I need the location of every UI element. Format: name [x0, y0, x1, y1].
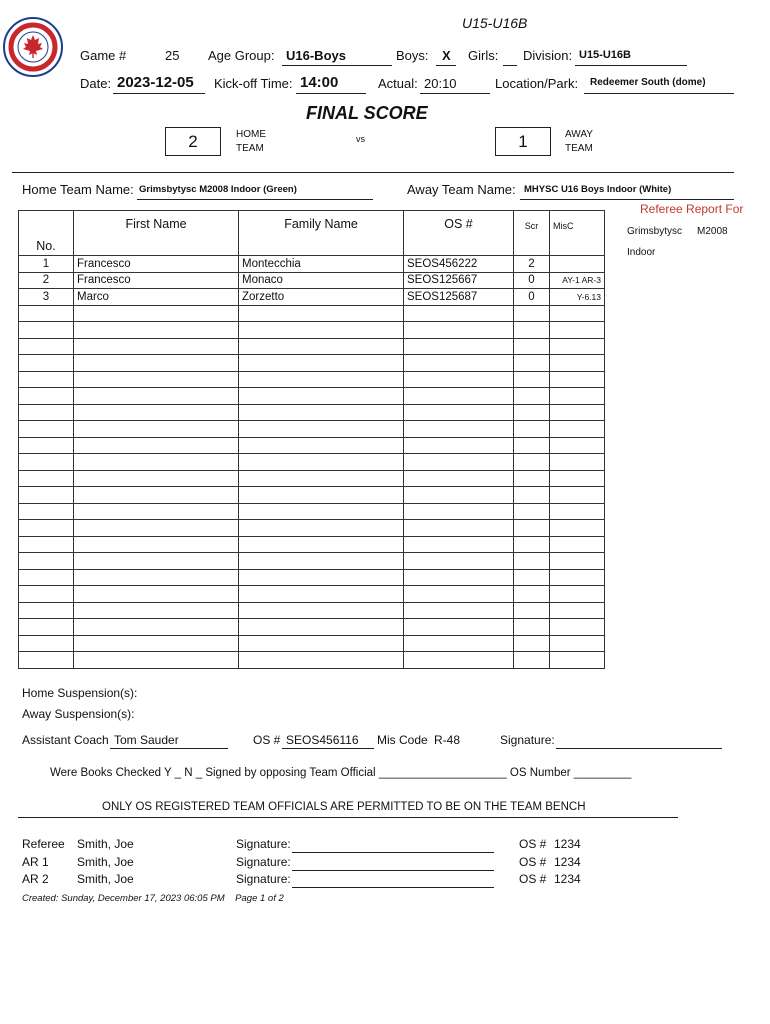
cell-family-name — [239, 470, 404, 487]
cell-no — [19, 536, 74, 553]
cell-misc: AY-1 AR-3 — [550, 272, 605, 289]
division-underline — [575, 65, 687, 66]
division-label: Division: — [523, 48, 573, 63]
cell-no — [19, 437, 74, 454]
cell-misc — [550, 338, 605, 355]
cell-scr — [514, 536, 550, 553]
kickoff-value: 14:00 — [300, 74, 339, 91]
cell-misc — [550, 371, 605, 388]
cell-os — [404, 635, 514, 652]
cell-os — [404, 338, 514, 355]
official-role: AR 2 — [22, 872, 49, 886]
cell-no — [19, 635, 74, 652]
cell-misc — [550, 602, 605, 619]
cell-family-name — [239, 536, 404, 553]
cell-scr — [514, 569, 550, 586]
cell-family-name: Montecchia — [239, 256, 404, 273]
cell-scr — [514, 602, 550, 619]
cell-first-name — [74, 470, 239, 487]
cell-no — [19, 388, 74, 405]
cell-misc — [550, 586, 605, 603]
cell-os — [404, 619, 514, 636]
footer-created: Created: Sunday, December 17, 2023 06:05 PM Page 1 of 2 — [22, 893, 284, 904]
books-checked-line: Were Books Checked Y _ N _ Signed by opposing Team Official ____________________ OS Number _________ — [50, 767, 632, 779]
table-row — [19, 503, 605, 520]
girls-label: Girls: — [468, 48, 499, 63]
referee-report-heading: Referee Report For — [640, 202, 744, 216]
coach-os-value: SEOS456116 — [286, 733, 359, 747]
cell-family-name — [239, 503, 404, 520]
table-row — [19, 338, 605, 355]
division-title: U15-U16B — [462, 15, 528, 31]
girls-underline — [503, 65, 517, 66]
cell-scr — [514, 338, 550, 355]
cell-os — [404, 305, 514, 322]
cell-family-name — [239, 569, 404, 586]
cell-scr — [514, 305, 550, 322]
cell-os — [404, 322, 514, 339]
cell-first-name: Francesco — [74, 256, 239, 273]
official-signature-line — [292, 852, 494, 853]
bench-notice: ONLY OS REGISTERED TEAM OFFICIALS ARE PERMITTED TO BE ON THE TEAM BENCH — [102, 801, 586, 813]
cell-scr: 0 — [514, 272, 550, 289]
cell-family-name — [239, 338, 404, 355]
boys-underline — [436, 65, 456, 66]
side-team-line2: Indoor — [627, 247, 656, 258]
boys-value: X — [442, 48, 451, 63]
cell-misc — [550, 569, 605, 586]
cell-os — [404, 652, 514, 669]
cell-no — [19, 371, 74, 388]
cell-scr — [514, 635, 550, 652]
official-signature-line — [292, 870, 494, 871]
cell-misc — [550, 256, 605, 273]
cell-os — [404, 421, 514, 438]
table-row — [19, 454, 605, 471]
cell-first-name — [74, 404, 239, 421]
cell-misc — [550, 652, 605, 669]
roster-table — [18, 210, 605, 669]
cell-os — [404, 520, 514, 537]
cell-no — [19, 520, 74, 537]
assistant-coach-underline — [110, 748, 228, 749]
date-label: Date: — [80, 76, 112, 91]
cell-misc — [550, 553, 605, 570]
col-header-first-name: First Name — [74, 211, 239, 256]
cell-first-name — [74, 536, 239, 553]
official-name: Smith, Joe — [77, 854, 134, 869]
official-os-label: OS # — [519, 837, 547, 851]
cell-misc — [550, 487, 605, 504]
home-suspensions-label: Home Suspension(s): — [22, 686, 138, 700]
cell-misc — [550, 503, 605, 520]
table-row — [19, 305, 605, 322]
cell-family-name — [239, 487, 404, 504]
roster-header-row — [19, 211, 605, 256]
assistant-coach-name: Tom Sauder — [114, 733, 179, 747]
location-underline — [584, 93, 734, 94]
age-group-value: U16-Boys — [286, 48, 346, 63]
actual-label: Actual: — [378, 76, 418, 91]
date-underline — [113, 93, 205, 94]
col-header-scr: Scr — [514, 211, 550, 256]
cell-misc — [550, 470, 605, 487]
bench-notice-underline — [18, 817, 678, 818]
official-role: Referee — [22, 837, 65, 851]
cell-family-name — [239, 553, 404, 570]
assistant-coach-label: Assistant Coach — [22, 733, 109, 747]
away-team-name-value: MHYSC U16 Boys Indoor (White) — [524, 184, 672, 195]
table-row — [19, 470, 605, 487]
date-value: 2023-12-05 — [117, 74, 194, 91]
cell-family-name — [239, 355, 404, 372]
home-score-box: 2 — [165, 127, 221, 156]
cell-scr — [514, 553, 550, 570]
col-header-family-name: Family Name — [239, 211, 404, 256]
cell-misc — [550, 421, 605, 438]
cell-family-name — [239, 437, 404, 454]
cell-os — [404, 503, 514, 520]
col-header-no: No. — [19, 211, 74, 256]
boys-label: Boys: — [396, 48, 429, 63]
cell-no — [19, 652, 74, 669]
away-suspensions-label: Away Suspension(s): — [22, 707, 135, 721]
home-team-name-value: Grimsbytysc M2008 Indoor (Green) — [139, 184, 297, 195]
cell-first-name — [74, 635, 239, 652]
cell-first-name — [74, 619, 239, 636]
cell-family-name — [239, 421, 404, 438]
table-row — [19, 404, 605, 421]
official-name: Smith, Joe — [77, 837, 134, 851]
official-os-label: OS # — [519, 872, 547, 886]
cell-scr — [514, 322, 550, 339]
cell-no — [19, 338, 74, 355]
cell-misc — [550, 619, 605, 636]
side-team-line1a: Grimsbytysc — [627, 226, 682, 237]
vs-label: vs — [356, 134, 365, 144]
home-team-label: HOME TEAM — [236, 129, 266, 154]
cell-first-name — [74, 569, 239, 586]
coach-os-underline — [282, 748, 374, 749]
table-row — [19, 355, 605, 372]
table-row — [19, 520, 605, 537]
cell-scr: 2 — [514, 256, 550, 273]
cell-misc — [550, 322, 605, 339]
cell-os — [404, 553, 514, 570]
official-name: Smith, Joe — [77, 872, 134, 886]
cell-scr — [514, 503, 550, 520]
cell-first-name: Francesco — [74, 272, 239, 289]
cell-os: SEOS125667 — [404, 272, 514, 289]
game-value: 25 — [165, 48, 180, 63]
side-team-line1b: M2008 — [697, 226, 728, 237]
cell-family-name — [239, 371, 404, 388]
official-os-value: 1234 — [554, 872, 581, 886]
cell-os — [404, 454, 514, 471]
division-value: U15-U16B — [579, 49, 631, 61]
association-logo — [3, 17, 63, 77]
official-role: AR 1 — [22, 854, 49, 869]
cell-first-name — [74, 437, 239, 454]
cell-os: SEOS125687 — [404, 289, 514, 306]
cell-first-name — [74, 520, 239, 537]
cell-scr: 0 — [514, 289, 550, 306]
cell-first-name — [74, 371, 239, 388]
official-signature-label: Signature: — [236, 854, 291, 869]
cell-no — [19, 421, 74, 438]
age-group-label: Age Group: — [208, 48, 275, 63]
location-value: Redeemer South (dome) — [590, 77, 706, 88]
table-row — [19, 388, 605, 405]
cell-os — [404, 586, 514, 603]
mis-code-label: Mis Code — [377, 733, 428, 747]
table-row — [19, 272, 605, 289]
cell-first-name — [74, 553, 239, 570]
official-signature-label: Signature: — [236, 837, 291, 851]
cell-no — [19, 305, 74, 322]
cell-misc: Y-6.13 — [550, 289, 605, 306]
official-os-label: OS # — [519, 854, 547, 869]
cell-no — [19, 553, 74, 570]
cell-family-name — [239, 305, 404, 322]
cell-first-name — [74, 322, 239, 339]
cell-no: 1 — [19, 256, 74, 273]
cell-os — [404, 404, 514, 421]
cell-first-name — [74, 305, 239, 322]
coach-os-label: OS # — [253, 733, 281, 747]
cell-family-name — [239, 619, 404, 636]
away-team-label: AWAY TEAM — [565, 129, 593, 154]
cell-family-name — [239, 520, 404, 537]
home-team-underline — [137, 199, 373, 200]
cell-first-name — [74, 586, 239, 603]
cell-family-name — [239, 322, 404, 339]
cell-no: 3 — [19, 289, 74, 306]
table-row — [19, 569, 605, 586]
final-score-title: FINAL SCORE — [306, 103, 428, 123]
cell-scr — [514, 470, 550, 487]
table-row — [19, 635, 605, 652]
cell-no — [19, 322, 74, 339]
cell-first-name — [74, 338, 239, 355]
cell-scr — [514, 487, 550, 504]
mis-code-value: R-48 — [434, 733, 461, 747]
table-row — [19, 421, 605, 438]
cell-family-name: Monaco — [239, 272, 404, 289]
cell-misc — [550, 404, 605, 421]
cell-os — [404, 355, 514, 372]
col-header-os: OS # — [404, 211, 514, 256]
cell-family-name — [239, 388, 404, 405]
cell-first-name — [74, 503, 239, 520]
cell-misc — [550, 355, 605, 372]
cell-scr — [514, 371, 550, 388]
table-row — [19, 289, 605, 306]
cell-os — [404, 388, 514, 405]
cell-misc — [550, 437, 605, 454]
official-os-value: 1234 — [554, 837, 581, 851]
cell-no — [19, 454, 74, 471]
cell-scr — [514, 404, 550, 421]
cell-no — [19, 619, 74, 636]
actual-underline — [420, 93, 490, 94]
cell-os — [404, 569, 514, 586]
cell-scr — [514, 520, 550, 537]
cell-misc — [550, 635, 605, 652]
cell-no — [19, 586, 74, 603]
cell-scr — [514, 586, 550, 603]
cell-family-name: Zorzetto — [239, 289, 404, 306]
cell-first-name — [74, 487, 239, 504]
away-team-name-label: Away Team Name: — [407, 182, 516, 197]
cell-first-name — [74, 652, 239, 669]
table-row — [19, 371, 605, 388]
cell-misc — [550, 305, 605, 322]
cell-os — [404, 602, 514, 619]
away-team-underline — [520, 199, 734, 200]
table-row — [19, 536, 605, 553]
table-row — [19, 487, 605, 504]
cell-no — [19, 487, 74, 504]
cell-scr — [514, 355, 550, 372]
cell-scr — [514, 421, 550, 438]
cell-scr — [514, 437, 550, 454]
cell-no: 2 — [19, 272, 74, 289]
cell-no — [19, 602, 74, 619]
cell-first-name — [74, 454, 239, 471]
cell-family-name — [239, 652, 404, 669]
age-group-underline — [282, 65, 392, 66]
table-row — [19, 437, 605, 454]
cell-scr — [514, 619, 550, 636]
away-score-box: 1 — [495, 127, 551, 156]
cell-no — [19, 503, 74, 520]
cell-first-name — [74, 421, 239, 438]
game-label: Game # — [80, 48, 127, 63]
cell-os — [404, 487, 514, 504]
coach-signature-line — [556, 748, 722, 749]
cell-family-name — [239, 586, 404, 603]
cell-no — [19, 569, 74, 586]
cell-misc — [550, 454, 605, 471]
cell-family-name — [239, 635, 404, 652]
coach-signature-label: Signature: — [500, 733, 555, 747]
table-row — [19, 652, 605, 669]
location-label: Location/Park: — [495, 76, 579, 91]
cell-os — [404, 371, 514, 388]
cell-os — [404, 437, 514, 454]
table-row — [19, 602, 605, 619]
cell-os — [404, 470, 514, 487]
kickoff-underline — [296, 93, 366, 94]
official-os-value: 1234 — [554, 854, 581, 869]
cell-misc — [550, 388, 605, 405]
table-row — [19, 256, 605, 273]
cell-misc — [550, 536, 605, 553]
cell-scr — [514, 388, 550, 405]
cell-no — [19, 470, 74, 487]
cell-no — [19, 355, 74, 372]
cell-family-name — [239, 602, 404, 619]
home-team-name-label: Home Team Name: — [22, 182, 134, 197]
col-header-misc: MisC — [550, 211, 605, 256]
cell-first-name: Marco — [74, 289, 239, 306]
cell-os: SEOS456222 — [404, 256, 514, 273]
cell-os — [404, 536, 514, 553]
cell-scr — [514, 454, 550, 471]
official-signature-label: Signature: — [236, 872, 291, 886]
cell-first-name — [74, 355, 239, 372]
table-row — [19, 322, 605, 339]
section-divider — [12, 172, 734, 173]
table-row — [19, 586, 605, 603]
cell-family-name — [239, 454, 404, 471]
table-row — [19, 553, 605, 570]
actual-value: 20:10 — [424, 76, 457, 91]
cell-first-name — [74, 388, 239, 405]
cell-first-name — [74, 602, 239, 619]
cell-no — [19, 404, 74, 421]
cell-misc — [550, 520, 605, 537]
kickoff-label: Kick-off Time: — [214, 76, 293, 91]
official-signature-line — [292, 887, 494, 888]
cell-family-name — [239, 404, 404, 421]
cell-scr — [514, 652, 550, 669]
table-row — [19, 619, 605, 636]
